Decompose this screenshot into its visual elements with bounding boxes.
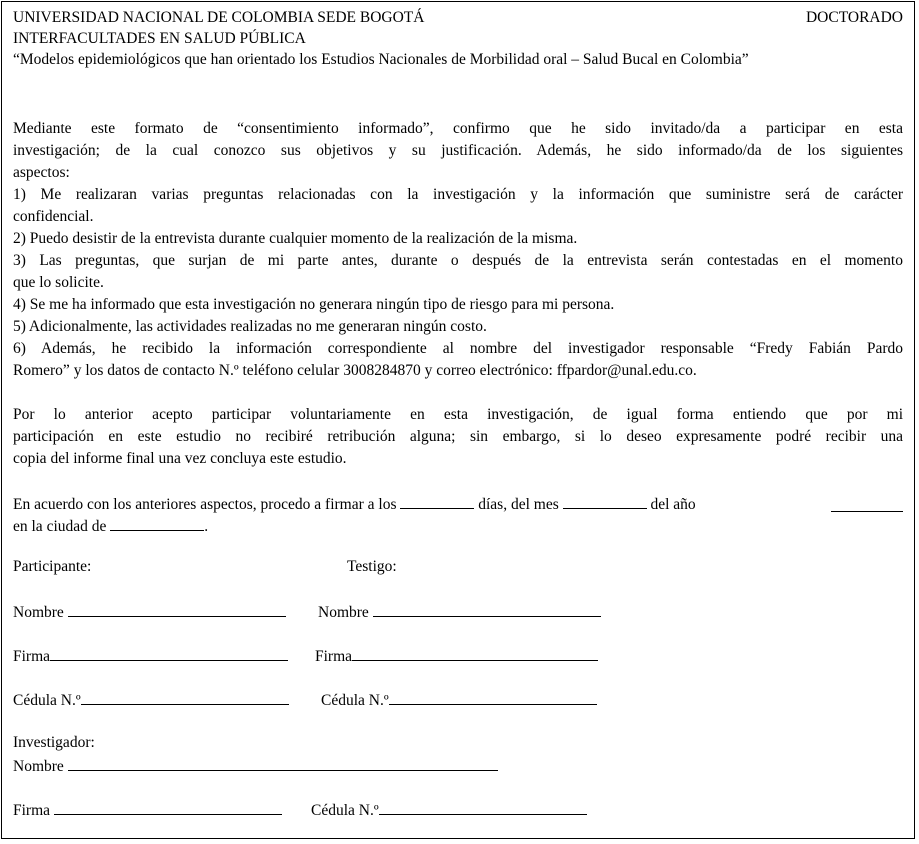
participant-name-field[interactable] bbox=[68, 600, 286, 617]
witness-signature-row: Firma bbox=[315, 644, 598, 668]
item-3-line-2: que lo solicite. bbox=[13, 274, 104, 291]
city-blank[interactable] bbox=[110, 514, 204, 531]
consent-form bbox=[1, 1, 915, 839]
header-line-2: INTERFACULTADES EN SALUD PÚBLICA bbox=[13, 30, 306, 47]
participant-id-row: Cédula N.º bbox=[13, 688, 289, 712]
item-6-line-2: Romero” y los datos de contacto N.º teléfono celular 3008284870 y correo electrónico: ffpardor@unal.edu.co. bbox=[13, 362, 697, 379]
paragraph-1-line-1: Mediante este formato de “consentimiento informado”, confirmo que he sido invitado/da a participar en esta bbox=[13, 120, 903, 137]
item-1-line-2: confidencial. bbox=[13, 208, 94, 225]
participant-name-row: Nombre bbox=[13, 600, 286, 624]
participant-signature-field[interactable] bbox=[50, 644, 288, 661]
paragraph-2-line-2: participación en este estudio no recibiré retribución alguna; sin embargo, si lo deseo expresamente podré recibir una bbox=[13, 428, 903, 445]
witness-name-row: Nombre bbox=[318, 600, 601, 624]
participant-label: Participante: bbox=[13, 558, 92, 575]
item-5: 5) Adicionalmente, las actividades realizadas no me generaran ningún costo. bbox=[13, 318, 487, 335]
year-blank[interactable] bbox=[831, 495, 903, 512]
participant-id-field[interactable] bbox=[81, 688, 289, 705]
agreement-line-1: En acuerdo con los anteriores aspectos, procedo a firmar a los días, del mes del año bbox=[13, 492, 903, 516]
month-blank[interactable] bbox=[563, 492, 647, 509]
paragraph-2-line-1: Por lo anterior acepto participar voluntariamente en esta investigación, de igual forma entiendo que por mi bbox=[13, 406, 903, 423]
witness-signature-field[interactable] bbox=[352, 644, 598, 661]
institution-name: UNIVERSIDAD NACIONAL DE COLOMBIA SEDE BOGOTÁ bbox=[13, 9, 425, 26]
investigator-label: Investigador: bbox=[13, 734, 95, 751]
study-title: “Modelos epidemiológicos que han orientado los Estudios Nacionales de Morbilidad oral – Salud Bucal en Colombia” bbox=[13, 51, 749, 68]
item-3-line-1: 3) Las preguntas, que surjan de mi parte antes, durante o después de la entrevista serán contestadas en el momento bbox=[13, 252, 903, 269]
investigator-id-row: Cédula N.º bbox=[311, 798, 587, 822]
investigator-signature-row: Firma bbox=[13, 798, 282, 822]
item-2: 2) Puedo desistir de la entrevista durante cualquier momento de la realización de la misma. bbox=[13, 230, 578, 247]
paragraph-2-line-3: copia del informe final una vez concluya este estudio. bbox=[13, 450, 347, 467]
witness-name-field[interactable] bbox=[373, 600, 601, 617]
paragraph-1-line-3: aspectos: bbox=[13, 164, 70, 181]
witness-label: Testigo: bbox=[347, 558, 397, 575]
witness-id-field[interactable] bbox=[389, 688, 597, 705]
investigator-name-field[interactable] bbox=[68, 754, 498, 771]
investigator-name-row: Nombre bbox=[13, 754, 498, 778]
item-6-line-1: 6) Además, he recibido la información correspondiente al nombre del investigador responsable “Fredy Fabián Pardo bbox=[13, 340, 903, 357]
program-name: DOCTORADO bbox=[805, 9, 903, 26]
day-blank[interactable] bbox=[400, 492, 474, 509]
witness-id-row: Cédula N.º bbox=[321, 688, 597, 712]
investigator-signature-field[interactable] bbox=[54, 798, 282, 815]
paragraph-1-line-2: investigación; de la cual conozco sus objetivos y su justificación. Además, he sido informado/da de los siguientes bbox=[13, 142, 903, 159]
header-line-1 bbox=[13, 7, 903, 29]
item-4: 4) Se me ha informado que esta investigación no generara ningún tipo de riesgo para mi persona. bbox=[13, 296, 615, 313]
participant-signature-row: Firma bbox=[13, 644, 288, 668]
agreement-line-2: en la ciudad de . bbox=[13, 514, 903, 538]
item-1-line-1: 1) Me realizaran varias preguntas relacionadas con la investigación y la información que suministre será de carácter bbox=[13, 186, 903, 203]
investigator-id-field[interactable] bbox=[379, 798, 587, 815]
